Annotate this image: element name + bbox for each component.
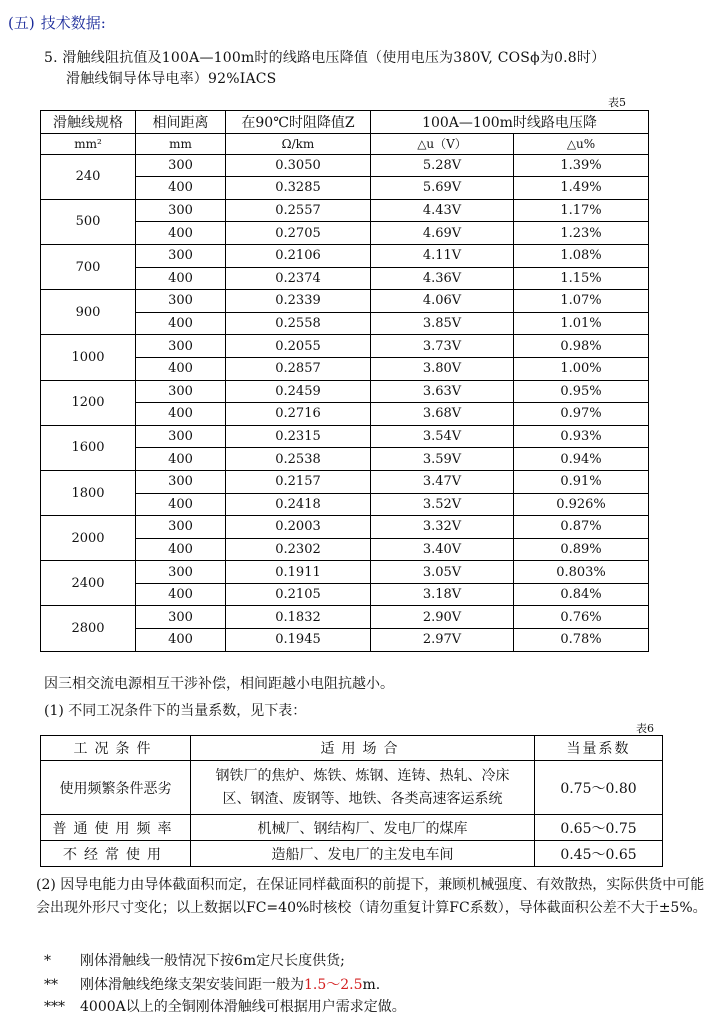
bullet-highlight: 1.5～2.5 [304, 977, 363, 993]
table-row [41, 470, 649, 493]
table-row [41, 815, 663, 841]
table5 [40, 110, 649, 652]
item5-line2: 滑触线铜导体导电率）92%IACS [66, 71, 277, 87]
coef-cell: 0.75～0.80 [535, 761, 663, 815]
impedance-cell: 0.2857 [226, 357, 371, 380]
bullet-mark: ** [44, 977, 58, 993]
drop-v-cell: 4.06V [371, 290, 514, 313]
drop-v-cell: 2.97V [371, 629, 514, 652]
drop-pct-cell: 0.926% [514, 493, 649, 516]
spec-cell: 1800 [41, 470, 136, 515]
drop-v-cell: 4.36V [371, 267, 514, 290]
table-row [41, 841, 663, 867]
impedance-cell: 0.3050 [226, 154, 371, 177]
drop-pct-cell: 1.07% [514, 290, 649, 313]
impedance-cell: 0.2315 [226, 425, 371, 448]
drop-pct-cell: 0.803% [514, 561, 649, 584]
table-row [41, 154, 649, 177]
impedance-cell: 0.2302 [226, 538, 371, 561]
drop-v-cell: 3.52V [371, 493, 514, 516]
impedance-cell: 0.2538 [226, 448, 371, 471]
usage-line: 钢铁厂的焦炉、炼铁、炼钢、连铸、热轧、冷床 [215, 767, 510, 784]
impedance-cell: 0.2705 [226, 222, 371, 245]
drop-v-cell: 2.90V [371, 606, 514, 629]
bullet-2 [44, 974, 380, 994]
spacing-cell: 300 [136, 470, 226, 493]
coef-cell: 0.65～0.75 [535, 815, 663, 841]
th-coef: 当量系数 [535, 736, 663, 761]
condition-cell: 不经常使用 [41, 841, 191, 867]
spec-cell: 2400 [41, 561, 136, 606]
spacing-cell: 300 [136, 516, 226, 539]
impedance-cell: 0.1911 [226, 561, 371, 584]
drop-pct-cell: 1.49% [514, 177, 649, 200]
table-row [41, 380, 649, 403]
drop-pct-cell: 0.97% [514, 403, 649, 426]
drop-v-cell: 3.40V [371, 538, 514, 561]
bullet-text: 刚体滑触线一般情况下按6m定尺长度供货; [80, 953, 345, 969]
bullet-suffix: m. [362, 977, 381, 993]
spacing-cell: 300 [136, 335, 226, 358]
spec-cell: 500 [41, 199, 136, 244]
table-row [41, 199, 649, 222]
drop-v-cell: 5.69V [371, 177, 514, 200]
spacing-cell: 400 [136, 448, 226, 471]
drop-v-cell: 3.47V [371, 470, 514, 493]
section-heading [8, 12, 106, 33]
drop-v-cell: 4.43V [371, 199, 514, 222]
spec-cell: 2000 [41, 516, 136, 561]
table-row [41, 761, 663, 815]
spacing-cell: 400 [136, 267, 226, 290]
drop-pct-cell: 0.87% [514, 516, 649, 539]
table-row [41, 561, 649, 584]
impedance-cell: 0.2558 [226, 312, 371, 335]
item5-text [44, 48, 605, 90]
drop-pct-cell: 1.23% [514, 222, 649, 245]
section-number: (五) [8, 14, 35, 32]
impedance-cell: 0.3285 [226, 177, 371, 200]
th-spacing: 相间距离 [136, 111, 226, 134]
drop-pct-cell: 0.93% [514, 425, 649, 448]
drop-v-cell: 3.68V [371, 403, 514, 426]
th-drop-pct: △u% [514, 133, 649, 154]
drop-pct-cell: 1.08% [514, 244, 649, 267]
table-row [41, 244, 649, 267]
spec-cell: 700 [41, 244, 136, 289]
spec-cell: 1200 [41, 380, 136, 425]
bullet-mark: * [44, 953, 51, 969]
drop-pct-cell: 0.95% [514, 380, 649, 403]
spacing-cell: 300 [136, 154, 226, 177]
impedance-cell: 0.2157 [226, 470, 371, 493]
impedance-cell: 0.1945 [226, 629, 371, 652]
spacing-cell: 400 [136, 629, 226, 652]
drop-v-cell: 3.80V [371, 357, 514, 380]
impedance-cell: 0.2055 [226, 335, 371, 358]
drop-v-cell: 4.69V [371, 222, 514, 245]
drop-pct-cell: 1.17% [514, 199, 649, 222]
spec-cell: 2800 [41, 606, 136, 651]
spacing-cell: 400 [136, 177, 226, 200]
item5-line1: 5. 滑触线阻抗值及100A—100m时的线路电压降值（使用电压为380V, COSϕ为0.8时） [44, 50, 606, 66]
drop-pct-cell: 0.94% [514, 448, 649, 471]
table6-label: 表6 [636, 722, 654, 735]
impedance-cell: 0.1832 [226, 606, 371, 629]
drop-v-cell: 3.54V [371, 425, 514, 448]
impedance-cell: 0.2459 [226, 380, 371, 403]
drop-v-cell: 4.11V [371, 244, 514, 267]
impedance-cell: 0.2716 [226, 403, 371, 426]
spacing-cell: 400 [136, 493, 226, 516]
bullet-mark: *** [44, 999, 65, 1015]
drop-pct-cell: 1.39% [514, 154, 649, 177]
condition-cell: 使用频繁条件恶劣 [41, 761, 191, 815]
th-drop: 100A—100m时线路电压降 [371, 111, 649, 134]
impedance-cell: 0.2105 [226, 583, 371, 606]
drop-v-cell: 3.63V [371, 380, 514, 403]
note1: (1) 不同工况条件下的当量系数，见下表： [44, 703, 307, 719]
impedance-cell: 0.2106 [226, 244, 371, 267]
condition-cell: 普通使用频率 [41, 815, 191, 841]
drop-v-cell: 3.59V [371, 448, 514, 471]
spacing-cell: 300 [136, 290, 226, 313]
table5-label: 表5 [608, 96, 626, 109]
spacing-cell: 300 [136, 199, 226, 222]
coef-cell: 0.45～0.65 [535, 841, 663, 867]
drop-v-cell: 3.73V [371, 335, 514, 358]
spacing-cell: 400 [136, 538, 226, 561]
spec-cell: 1600 [41, 425, 136, 470]
drop-pct-cell: 1.15% [514, 267, 649, 290]
drop-v-cell: 3.18V [371, 583, 514, 606]
th-impedance-unit: Ω/km [226, 133, 371, 154]
spec-cell: 1000 [41, 335, 136, 380]
th-condition: 工况条件 [41, 736, 191, 761]
drop-pct-cell: 0.84% [514, 583, 649, 606]
th-spec: 滑触线规格 [41, 111, 136, 134]
table-row [41, 335, 649, 358]
drop-pct-cell: 0.76% [514, 606, 649, 629]
bullet-3 [44, 996, 406, 1016]
spacing-cell: 400 [136, 403, 226, 426]
spacing-cell: 400 [136, 357, 226, 380]
drop-v-cell: 3.32V [371, 516, 514, 539]
spec-cell: 240 [41, 154, 136, 199]
drop-pct-cell: 0.98% [514, 335, 649, 358]
section-title: 技术数据: [40, 14, 106, 32]
bullet-text: 4000A以上的全铜刚体滑触线可根据用户需求定做。 [80, 999, 406, 1015]
impedance-cell: 0.2339 [226, 290, 371, 313]
drop-pct-cell: 0.91% [514, 470, 649, 493]
drop-pct-cell: 0.89% [514, 538, 649, 561]
usage-line: 造船厂、发电厂的主发电车间 [191, 841, 535, 867]
spacing-cell: 300 [136, 561, 226, 584]
spacing-cell: 300 [136, 606, 226, 629]
drop-pct-cell: 0.78% [514, 629, 649, 652]
impedance-cell: 0.2003 [226, 516, 371, 539]
table-row [41, 425, 649, 448]
impedance-cell: 0.2557 [226, 199, 371, 222]
th-spec-unit: mm² [41, 133, 136, 154]
usage-line: 机械厂、钢结构厂、发电厂的煤库 [191, 815, 535, 841]
impedance-cell: 0.2374 [226, 267, 371, 290]
th-drop-v: △u（V） [371, 133, 514, 154]
spacing-cell: 300 [136, 244, 226, 267]
spacing-cell: 400 [136, 312, 226, 335]
spacing-cell: 300 [136, 425, 226, 448]
drop-pct-cell: 1.00% [514, 357, 649, 380]
table-row [41, 516, 649, 539]
spacing-cell: 400 [136, 583, 226, 606]
spacing-cell: 300 [136, 380, 226, 403]
table-row [41, 290, 649, 313]
drop-v-cell: 3.85V [371, 312, 514, 335]
bullet-text: 刚体滑触线绝缘支架安装间距一般为 [80, 977, 304, 993]
drop-v-cell: 5.28V [371, 154, 514, 177]
th-spacing-unit: mm [136, 133, 226, 154]
spec-cell: 900 [41, 290, 136, 335]
drop-v-cell: 3.05V [371, 561, 514, 584]
note2: (2) 因导电能力由导体截面积而定，在保证同样截面积的前提下，兼顾机械强度、有效散热，实际供货中可能会出现外形尺寸变化；以上数据以FC=40%时核校（请勿重复计算FC系数），导体截面积公差不大于±5%。 [36, 877, 707, 916]
table-row [41, 606, 649, 629]
bullet-1 [44, 950, 345, 970]
after-table5-note: 因三相交流电源相互干涉补偿，相间距越小电阻抗越小。 [44, 676, 394, 692]
th-impedance: 在90℃时阻降值Z [226, 111, 371, 134]
table5-body [41, 154, 649, 651]
usage-line: 区、钢渣、废钢等、地铁、各类高速客运系统 [222, 790, 503, 807]
th-usage: 适用场合 [191, 736, 535, 761]
spacing-cell: 400 [136, 222, 226, 245]
drop-pct-cell: 1.01% [514, 312, 649, 335]
table6 [40, 735, 663, 867]
impedance-cell: 0.2418 [226, 493, 371, 516]
